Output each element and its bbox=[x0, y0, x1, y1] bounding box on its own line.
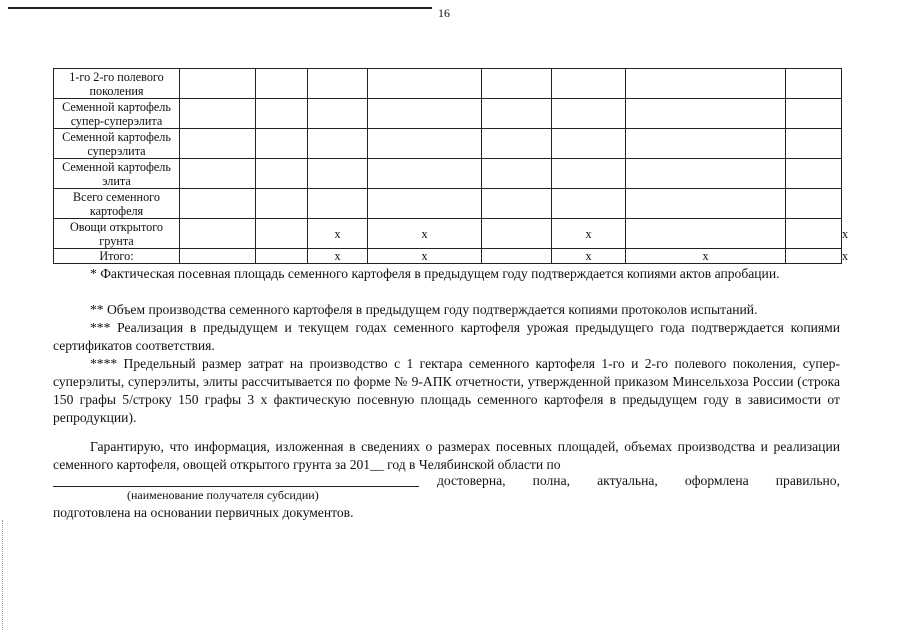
table-cell: x bbox=[368, 249, 482, 264]
row-label: Итого: bbox=[54, 249, 180, 264]
table-cell bbox=[368, 99, 482, 129]
table-cell bbox=[552, 99, 626, 129]
table-cell bbox=[180, 69, 256, 99]
table-cell bbox=[552, 69, 626, 99]
table-cell bbox=[552, 189, 626, 219]
guarantee-text: Гарантирую, что информация, изложенная в сведениях о размерах посевных площадей, объемах производства и реализации семенного картофеля, овощей открытого грунта за 201__ год в Челябинской области по bbox=[53, 439, 840, 472]
table-cell bbox=[308, 129, 368, 159]
row-label: Семенной картофель супер-суперэлита bbox=[54, 99, 180, 129]
table-cell bbox=[180, 129, 256, 159]
table-cell bbox=[786, 129, 842, 159]
table-cell: x bbox=[308, 249, 368, 264]
closing-text: подготовлена на основании первичных документов. bbox=[53, 505, 354, 520]
table-cell bbox=[180, 189, 256, 219]
table-row bbox=[54, 129, 842, 159]
table-cell bbox=[368, 129, 482, 159]
footnote-4: **** Предельный размер затрат на производство с 1 гектара семенного картофеля 1-го и 2-го полевого поколения, супер-суперэлиты, суперэлиты, элиты рассчитывается по форме № 9-АПК отчетности, утвержденной приказом Минсельхоза России (строка 150 графы 5/строку 150 графы 3 х фактическую посевную площадь семенного картофеля в предыдущем году в зависимости от репродукции). bbox=[53, 356, 840, 425]
table-cell bbox=[552, 129, 626, 159]
table-cell bbox=[626, 69, 786, 99]
table-cell bbox=[368, 69, 482, 99]
table-cell bbox=[786, 219, 842, 249]
table-cell bbox=[626, 159, 786, 189]
row-label: Всего семенного картофеля bbox=[54, 189, 180, 219]
table-cell: x bbox=[626, 249, 786, 264]
table-cell bbox=[308, 99, 368, 129]
table-cell bbox=[482, 219, 552, 249]
table-cell bbox=[482, 129, 552, 159]
table-cell bbox=[482, 189, 552, 219]
footnote-3: *** Реализация в предыдущем и текущем годах семенного картофеля урожая предыдущего года подтверждается копиями сертификатов соответствия. bbox=[53, 320, 840, 353]
recipient-name-line bbox=[53, 486, 419, 487]
table-cell bbox=[308, 159, 368, 189]
table-cell bbox=[482, 69, 552, 99]
recipient-caption: (наименование получателя субсидии) bbox=[127, 488, 319, 502]
table-cell bbox=[180, 219, 256, 249]
table-cell bbox=[786, 159, 842, 189]
table-cell bbox=[786, 69, 842, 99]
table-row: Овощи открытого грунта x x x x bbox=[54, 219, 842, 249]
table-cell bbox=[256, 69, 308, 99]
footnote-2: ** Объем производства семенного картофеля в предыдущем году подтверждается копиями протоколов испытаний. bbox=[90, 302, 758, 317]
table-cell: x bbox=[308, 219, 368, 249]
table-cell bbox=[256, 129, 308, 159]
page-edge-mark bbox=[2, 520, 3, 630]
table-cell bbox=[256, 189, 308, 219]
table-cell bbox=[308, 69, 368, 99]
page-number: 16 bbox=[438, 6, 450, 20]
row-label: Овощи открытого грунта bbox=[54, 219, 180, 249]
table-row: Итого: x x x x x bbox=[54, 249, 842, 264]
table-cell bbox=[786, 99, 842, 129]
table-cell bbox=[482, 99, 552, 129]
table-cell bbox=[368, 189, 482, 219]
footnote-1: * Фактическая посевная площадь семенного картофеля в предыдущем году подтверждается копиями актов апробации. bbox=[90, 266, 780, 281]
table-cell: x bbox=[368, 219, 482, 249]
table-cell bbox=[256, 219, 308, 249]
table-cell bbox=[626, 189, 786, 219]
table-cell bbox=[482, 159, 552, 189]
table-cell bbox=[368, 159, 482, 189]
table-cell bbox=[552, 159, 626, 189]
table-cell bbox=[308, 189, 368, 219]
data-table bbox=[53, 68, 849, 264]
table-cell bbox=[626, 99, 786, 129]
table-cell: x bbox=[552, 249, 626, 264]
guarantee-tail: достоверна, полна, актуальна, оформлена правильно, bbox=[437, 473, 840, 488]
table-cell bbox=[786, 189, 842, 219]
table-cell bbox=[626, 219, 786, 249]
table-row bbox=[54, 189, 842, 219]
table-cell: x bbox=[552, 219, 626, 249]
table-cell bbox=[180, 159, 256, 189]
table-row bbox=[54, 69, 842, 99]
table-cell bbox=[180, 249, 256, 264]
row-label: 1-го 2-го полевого поколения bbox=[54, 69, 180, 99]
table-cell bbox=[482, 249, 552, 264]
row-label: Семенной картофель элита bbox=[54, 159, 180, 189]
table-cell bbox=[180, 99, 256, 129]
table-cell bbox=[256, 99, 308, 129]
top-rule bbox=[8, 7, 432, 9]
table-cell bbox=[256, 159, 308, 189]
row-label: Семенной картофель суперэлита bbox=[54, 129, 180, 159]
table-row bbox=[54, 99, 842, 129]
table-cell bbox=[786, 249, 842, 264]
table-row bbox=[54, 159, 842, 189]
table-cell bbox=[256, 249, 308, 264]
table-cell bbox=[626, 129, 786, 159]
